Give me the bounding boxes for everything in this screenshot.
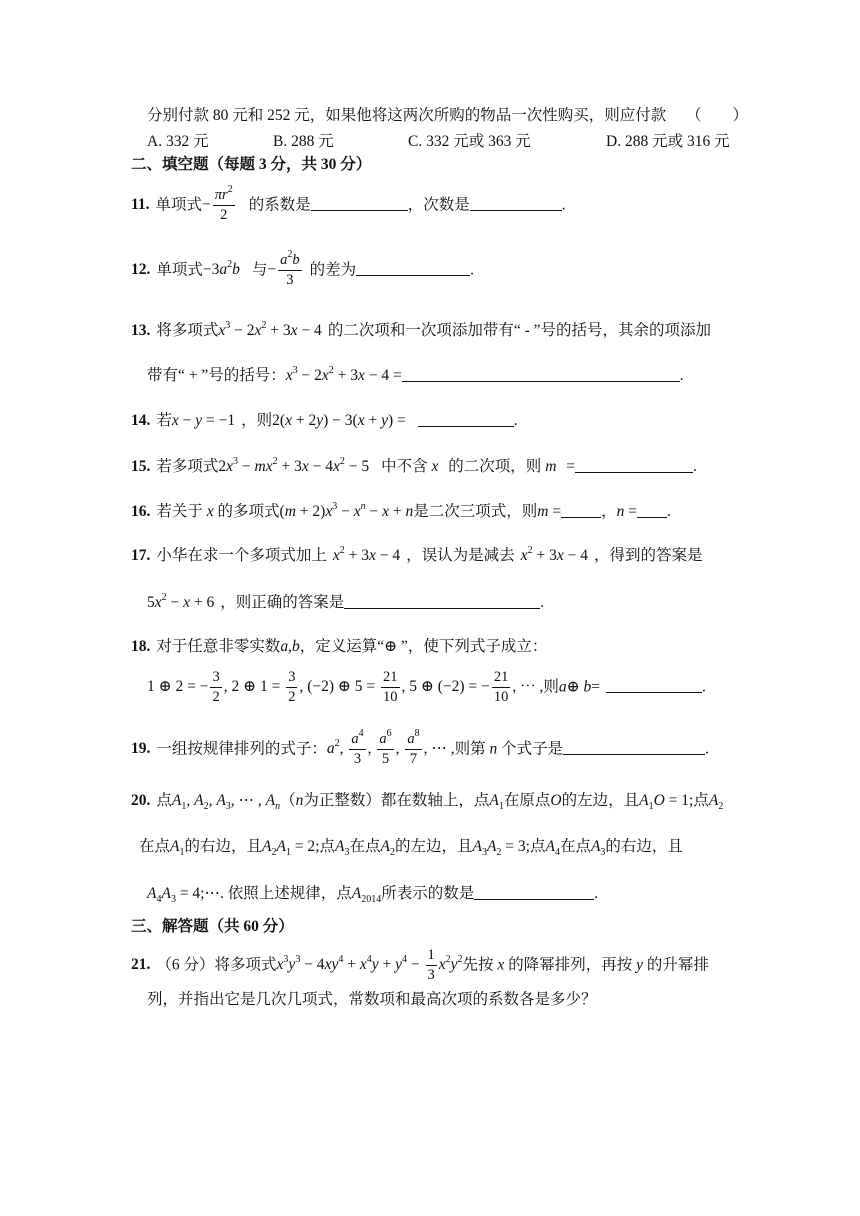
- q12-blank[interactable]: [356, 261, 470, 276]
- q13-blank[interactable]: [402, 367, 680, 382]
- q11-number: 11.: [131, 196, 150, 214]
- q17-text-3: ，得到的答案是: [593, 547, 703, 564]
- q15-number: 15.: [131, 458, 151, 475]
- q12-text-3: 的差为: [309, 261, 357, 279]
- q15-text-2: 中不含: [381, 458, 428, 475]
- question-20-line-3: $A_4A_3$ = 4;⋯. 依照上述规律，点$A_{2014}$所表示的数是 .: [147, 885, 599, 905]
- q15-blank[interactable]: [575, 458, 693, 473]
- q13-text-2: 的二次项和一次项添加带有“ - ”号的括号，其余的项添加: [327, 322, 711, 339]
- q21-number: 21.: [131, 956, 151, 974]
- q20-text-1: 点: [156, 792, 172, 809]
- question-18-line-2: 1 ⊕ 2 = − $\frac{3}{2}$ , 2 ⊕ 1 = $\frac{3}{2}$ , (−2) ⊕ 5 = $\frac{21}{10}$ , 5 ⊕ (−2) = − $\frac{21}{10}$ , ⋯ ,则a⊕ b= .: [147, 669, 706, 706]
- q18-examples: 1 ⊕ 2 = − $\frac{3}{2}$ , 2 ⊕ 1 = $\frac{3}{2}$ , (−2) ⊕ 5 = $\frac{21}{10}$ , 5 ⊕ (−2) = − $\frac{21}{10}$ , ⋯ ,: [147, 669, 544, 706]
- q12-text-1: 单项式: [156, 261, 203, 279]
- question-15: 15. 若多项式$2x^3 - mx^2 + 3x - 4x^2 - 5$ 中不含 x 的二次项，则 m = .: [131, 456, 697, 475]
- q10-option-b: B. 288 元: [273, 133, 334, 150]
- q15-text-1: 若多项式: [156, 458, 219, 475]
- q16-blank-m[interactable]: [561, 503, 601, 518]
- question-12: [131, 249, 475, 289]
- section-3-title: 三、解答题（共 60 分）: [131, 918, 294, 935]
- q16-expression: $(m + 2)x^3 - x^n - x + n$: [279, 501, 414, 520]
- q18-number: 18.: [131, 638, 151, 655]
- q20-text-8: ;点: [315, 838, 335, 855]
- q11-text-1: 单项式: [155, 196, 203, 214]
- q17-period: .: [540, 594, 545, 611]
- q19-blank[interactable]: [563, 740, 705, 755]
- question-19: 19. 一组按规律排列的式子：$a^2$, $\frac{a^4}{3}$ , $\frac{a^6}{5}$ , $\frac{a^8}{7}$ , ⋯ ,则第 n 个式子是 .: [131, 728, 710, 768]
- q20-text-9: 在点: [349, 838, 381, 855]
- q17-text-4: ，则正确的答案是: [220, 594, 345, 611]
- q19-text-1: 一组按规律排列的式子：: [156, 740, 327, 758]
- q20-number: 20.: [131, 792, 151, 809]
- question-13-line-2: [147, 367, 684, 384]
- question-13: [131, 320, 711, 339]
- q16-text-2: 的多项式: [217, 503, 280, 520]
- q21-expression: $x^3y^3 - 4xy^4 + x^4y + y^4$ − $\frac{1}{3}$ $x^2y^2$: [276, 947, 463, 984]
- question-11: [131, 184, 566, 224]
- q11-blank-coefficient[interactable]: [311, 196, 408, 211]
- q11-period: .: [561, 196, 566, 214]
- q10-text: 分别付款 80 元和 252 元，如果他将这两次所购的物品一次性购买，则应付款: [147, 107, 667, 124]
- q15-var-m: m: [541, 458, 561, 475]
- q20-text-13: 的右边，且: [605, 838, 683, 855]
- q10-option-d: D. 288 元或 316 元: [606, 133, 730, 150]
- question-20: 20. 点$A_1$, $A_2$, $A_3$, ⋯ , $A_n(n$为正整数）都在数轴上，点$A_1$在原点O的左边，且$A_1O = 1$;点$A_2$: [131, 792, 724, 812]
- q14-blank[interactable]: [418, 412, 514, 427]
- q18-blank[interactable]: [606, 678, 702, 693]
- q13-period: .: [679, 367, 684, 384]
- q18-text-1: 对于任意非零实数: [156, 638, 281, 655]
- q11-expression: − $\frac{\pi r^2}{2}$: [202, 184, 233, 224]
- q18-period: .: [701, 678, 706, 696]
- q11-blank-degree[interactable]: [470, 196, 562, 211]
- q17-expression-1: $x^2 + 3x - 4$: [332, 545, 401, 564]
- q18-text-3: 则: [543, 678, 559, 696]
- q12-period: .: [470, 261, 475, 279]
- q20-text-11: ;点: [525, 838, 546, 855]
- q15-period: .: [693, 458, 697, 475]
- section-2-title: 二、填空题（每题 3 分，共 30 分）: [131, 156, 372, 173]
- q15-text-3: 的二次项，则: [448, 458, 542, 475]
- q11-text-2: 的系数是: [248, 196, 311, 214]
- q13-text-3: 带有“ + ”号的括号：: [147, 367, 286, 384]
- q20-text-7: 的右边，且: [184, 838, 262, 855]
- q16-number: 16.: [131, 503, 151, 520]
- q20-paren-open: （: [280, 792, 296, 809]
- q14-expression: 2(x + 2y) − 3(x + y) =: [272, 412, 406, 429]
- q15-expression: $2x^3 - mx^2 + 3x - 4x^2 - 5$: [218, 456, 370, 475]
- q15-var-x: x: [427, 458, 443, 475]
- q16-text-1: 若关于: [156, 503, 203, 520]
- q20-text-14: ;⋯. 依照上述规律，点: [200, 885, 352, 902]
- q12-expression-2: − $\frac{a^2b}{3}$: [267, 249, 300, 289]
- question-14: [131, 412, 518, 429]
- question-17: [131, 545, 703, 564]
- q12-number: 12.: [131, 261, 151, 279]
- q14-text-1: 若: [156, 412, 172, 429]
- q19-number: 19.: [131, 740, 151, 758]
- q13-text-1: 将多项式: [156, 322, 219, 339]
- q14-text-2: ，则: [241, 412, 273, 429]
- q14-period: .: [513, 412, 518, 429]
- q16-period: .: [666, 503, 671, 520]
- q21-text-2: 先按: [462, 956, 494, 974]
- q10-option-a: A. 332 元: [147, 133, 209, 150]
- q12-expression-1: $-3a^2b$: [202, 259, 240, 279]
- q20-text-4: 的左边，且: [561, 792, 640, 809]
- question-16: 16. 若关于 x 的多项式$(m + 2)x^3 - x^n - x + n$是二次三项式，则m = ，n = .: [131, 501, 671, 520]
- question-18: 18. 对于任意非零实数a,b，定义运算“⊕ ”，使下列式子成立：: [131, 638, 548, 655]
- q20-text-5: ;点: [689, 792, 709, 809]
- q13-expression-2: $x^3 - 2x^2 + 3x - 4$ =: [285, 365, 402, 384]
- q20-period: .: [594, 885, 599, 902]
- q20-text-12: 在点: [559, 838, 591, 855]
- q20-blank[interactable]: [474, 885, 594, 900]
- q21-text-3: 的降幂排列，再按: [508, 956, 633, 974]
- q19-text-2: 则第: [454, 740, 486, 758]
- q20-text-2: 为正整数）都在数轴上，点: [303, 792, 490, 809]
- q19-text-3: 个式子是: [501, 740, 564, 758]
- q21-text-1: 将多项式: [214, 956, 277, 974]
- q13-number: 13.: [131, 322, 151, 339]
- q17-expression-2: $x^2 + 3x - 4$: [520, 545, 588, 564]
- q17-number: 17.: [131, 547, 151, 564]
- q13-expression: $x^3 - 2x^2 + 3x - 4$: [218, 320, 322, 339]
- q16-comma: ，: [601, 503, 617, 520]
- q17-text-2: ，误认为是减去: [406, 547, 515, 564]
- question-20-line-2: 在点$A_1$的右边，且$A_2A_1 = 2$;点$A_3$在点$A_2$的左边，且$A_3A_2 = 3$;点$A_4$在点$A_3$的右边，且: [139, 838, 683, 858]
- question-21-line-2: 列，并指出它是几次几项式，常数项和最高次项的系数各是多少？: [147, 991, 597, 1008]
- q14-number: 14.: [131, 412, 151, 429]
- question-17-line-2: [147, 594, 544, 611]
- q12-text-2: 与: [251, 261, 268, 279]
- q17-text-1: 小华在求一个多项式加上: [156, 547, 327, 564]
- q18-vars: a: [280, 638, 289, 655]
- q20-text-3: 在原点: [503, 792, 551, 809]
- question-21: 21. （6 分）将多项式$x^3y^3 - 4xy^4 + x^4y + y^4$ − $\frac{1}{3}$ $x^2y^2$先按 x 的降幂排列，再按 y 的升幂排: [131, 947, 709, 984]
- q10-continuation: [147, 108, 666, 124]
- q10-answer-paren: （ ）: [686, 107, 749, 124]
- q16-blank-n[interactable]: [637, 503, 667, 518]
- q18-text-2: ，定义运算“⊕ ”，使下列式子成立：: [299, 638, 548, 655]
- q21-score: （6 分）: [156, 956, 215, 974]
- q17-blank[interactable]: [344, 594, 540, 609]
- q17-expression-3: $5x^2 - x + 6$: [147, 592, 215, 611]
- q20-text-10: 的左边，且: [394, 838, 473, 855]
- q11-text-3: ，次数是: [407, 196, 470, 214]
- q19-sequence: $a^2$, $\frac{a^4}{3}$ , $\frac{a^6}{5}$ , $\frac{a^8}{7}$ , ⋯ ,: [326, 728, 455, 768]
- q14-condition: x − y = −1: [171, 412, 236, 429]
- q21-text-4: 的升幂排: [646, 956, 709, 974]
- q20-text-6: 在点: [139, 838, 171, 855]
- q16-text-3: 是二次三项式，则: [413, 503, 538, 520]
- q19-period: .: [705, 740, 710, 758]
- q10-option-c: C. 332 元或 363 元: [408, 133, 531, 150]
- q20-text-15: 所表示的数是: [381, 885, 475, 902]
